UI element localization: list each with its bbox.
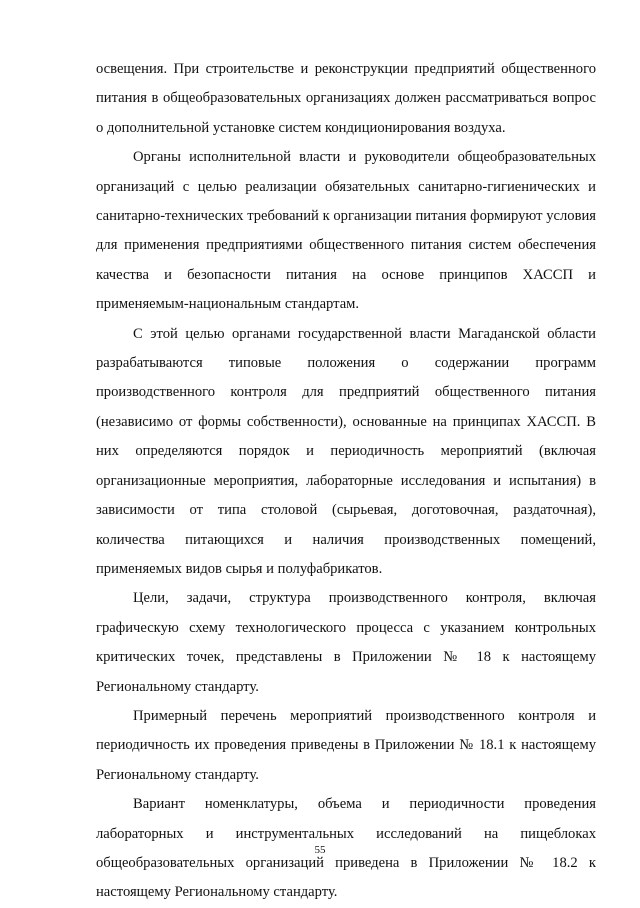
paragraph: Цели, задачи, структура производственного контроля, включая графическую схему технологического процесса с указанием контрольных критических точек, представлены в Приложении № 18 к настоящему Региональному стандарту. xyxy=(96,590,596,695)
paragraph: С этой целью органами государственной власти Магаданской области разрабатываются типовые положения о содержании программ производственного контроля для предприятий общественного питания (независимо от формы собственности), основанные на принципах ХАССП. В них определяются порядок и периодичность мероприятий (включая организационные мероприятия, лабораторные исследования и испытания) в зависимости от типа столовой (сырьевая, доготовочная, раздаточная), количества питающихся и наличия производственных помещений, применяемых видов сырья и полуфабрикатов. xyxy=(96,325,596,577)
paragraph-continuation: освещения. При строительстве и реконструкции предприятий общественного питания в общеобразовательных организациях должен рассматриваться вопрос о дополнительной установке систем кондиционирования воздуха. xyxy=(96,61,596,136)
page-number: 55 xyxy=(314,844,326,856)
paragraph: Вариант номенклатуры, объема и периодичности проведения лабораторных и инструментальных исследований на пищеблоках общеобразовательных организаций приведена в Приложении № 18.2 к настоящему Региональному стандарту. xyxy=(96,796,596,901)
paragraph: Органы исполнительной власти и руководители общеобразовательных организаций с целью реализации обязательных санитарно-гигиенических и санитарно-технических требований к организации питания формируют условия для применения предприятиями общественного питания систем обеспечения качества и безопасности питания на основе принципов ХАССП и применяемым-национальным стандартам. xyxy=(96,149,596,313)
paragraph: Примерный перечень мероприятий производственного контроля и периодичность их проведения приведены в Приложении № 18.1 к настоящему Региональному стандарту. xyxy=(96,707,596,783)
body-text xyxy=(96,55,596,908)
